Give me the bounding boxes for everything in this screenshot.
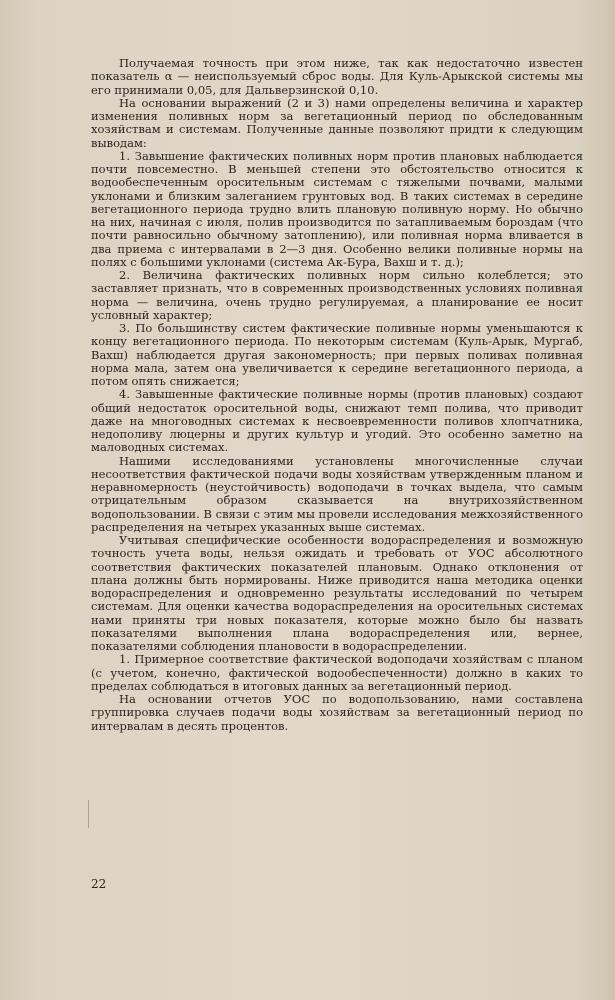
margin-mark: [88, 800, 89, 828]
paragraph-conclusion-2: 2. Величина фактических поливных норм сильно колеблется; это заставляет признать, что в современных производственных условиях поливная норма — величина, очень трудно регулируемая, а планирование ее носит условный характер;: [91, 268, 583, 322]
paragraph-indicator-1: 1. Примерное соответствие фактической водоподачи хозяйствам с планом (с учетом, конечно, фактической водообеспеченности) должно в каких то пределах соблюдаться в итоговых данных за вегетационный период.: [91, 652, 583, 693]
paragraph-conclusion-3: 3. По большинству систем фактические поливные нормы уменьшаются к концу вегетационного периода. По некоторым системам (Куль-Арык, Мургаб, Вахш) наблюдается другая закономерность; при первых поливах поливная норма мала, затем она увеличивается к середине вегетационного периода, а потом опять снижается;: [91, 321, 583, 388]
body-text: [91, 57, 583, 733]
page-number: 22: [91, 877, 107, 891]
paragraph-accuracy: Получаемая точность при этом ниже, так как недостаточно известен показатель α — неиспользуемый сброс воды. Для Куль-Арыкской системы мы его принимали 0,05, для Дальверзинской 0,10.: [91, 56, 583, 97]
paragraph-conclusions-intro: На основании выражений (2 и 3) нами определены величина и характер изменения поливных норм за вегетационный период по обследованным хозяйствам и системам. Полученные данные позволяют придти к следующим выводам:: [91, 95, 583, 150]
paragraph-grouping: На основании отчетов УОС по водопользованию, нами составлена группировка случаев подачи воды хозяйствам за вегетационный период по интервалам в десять процентов.: [91, 692, 583, 733]
paragraph-methodology: Учитывая специфические особенности водораспределения и возможную точность учета воды, нельзя ожидать и требовать от УОС абсолютного соответствия фактических показателей плановым. Однако отклонения от плана должны быть нормированы. Ниже приводится наша методика оценки водораспределения и одновременно результаты исследований по четырем системам. Для оценки качества водораспределения на оросительных системах нами приняты три новых показателя, которые можно было бы назвать показателями выполнения плана водораспределения или, вернее, показателями соблюдения плановости в водораспределении.: [91, 533, 583, 653]
paragraph-conclusion-1: 1. Завышение фактических поливных норм против плановых наблюдается почти повсеместно. В меньшей степени это обстоятельство относится к водообеспеченным оросительным системам с тяжелыми почвами, малыми уклонами и близким залеганием грунтовых вод. В таких системах в середине вегетационного периода трудно влить плановую поливную норму. Но обычно на них, начиная с июля, полив производится по затапливаемым бороздам (что почти равносильно обычному затоплению), или поливная норма вливается в два приема с интервалами в 2—3 дня. Особенно велики поливные нормы на полях с большими уклонами (система Ак-Бура, Вахш и т. д.);: [91, 148, 583, 269]
paragraph-conclusion-4: 4. Завышенные фактические поливные нормы (против плановых) создают общий недостаток оросительной воды, снижают темп полива, что приводит даже на многоводных системах к несвоевременности поливов хлопчатника, недополиву люцерны и других культур и угодий. Это особенно заметно на маловодных системах.: [91, 387, 583, 455]
paragraph-research-findings: Нашими исследованиями установлены многочисленные случаи несоответствия фактической подачи воды хозяйствам утвержденным планом и неравномерность (неустойчивость) водоподачи в точках выдела, что самым отрицательным образом сказывается на внутрихозяйственном водопользовании. В связи с этим мы провели исследования межхозяйственного распределения на четырех указанных выше системах.: [91, 453, 583, 534]
